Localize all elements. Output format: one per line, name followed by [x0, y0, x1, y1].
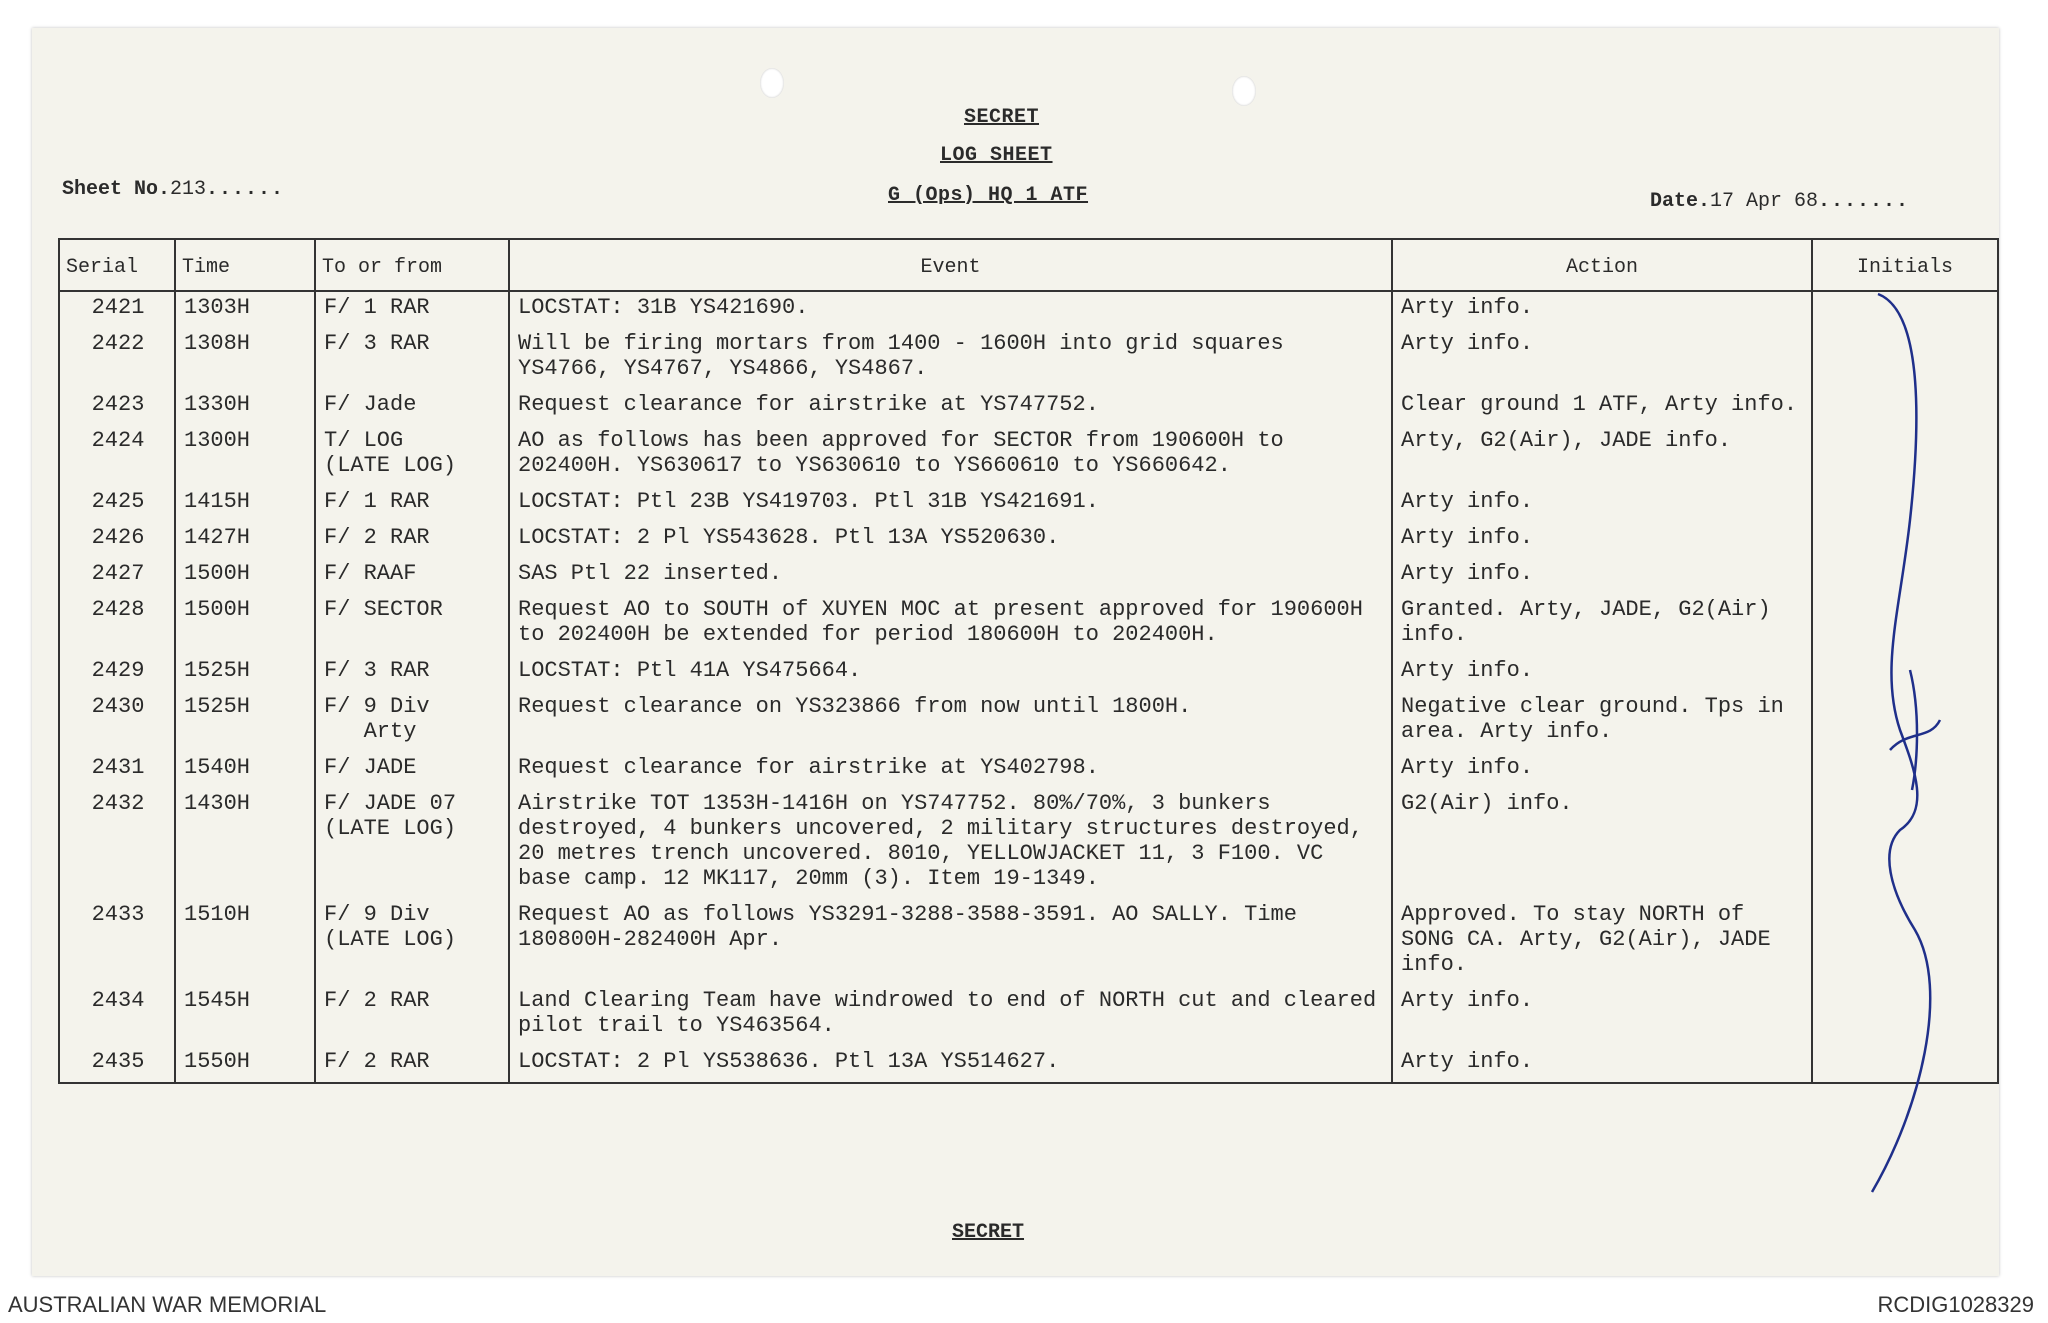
entry-action: Arty info. — [1392, 558, 1812, 594]
entry-serial: 2424 — [59, 425, 175, 486]
entry-event: SAS Ptl 22 inserted. — [509, 558, 1392, 594]
entry-to-or-from: F/ RAAF — [315, 558, 509, 594]
log-entry-row — [59, 655, 1998, 691]
log-entry-row — [59, 389, 1998, 425]
col-header-initials: Initials — [1812, 239, 1998, 291]
entry-action: Arty info. — [1392, 752, 1812, 788]
entry-event: Request clearance for airstrike at YS747752. — [509, 389, 1392, 425]
log-entry-row — [59, 558, 1998, 594]
entry-to-or-from: F/ 3 RAR — [315, 655, 509, 691]
sheet-number-label: Sheet No. — [62, 178, 171, 201]
entry-serial: 2422 — [59, 328, 175, 389]
entry-serial: 2426 — [59, 522, 175, 558]
entry-action: Arty info. — [1392, 291, 1812, 328]
entry-event: Request AO to SOUTH of XUYEN MOC at present approved for 190600H to 202400H be extended for period 180600H to 202400H. — [509, 594, 1392, 655]
entry-action: Granted. Arty, JADE, G2(Air) info. — [1392, 594, 1812, 655]
punch-hole-left — [760, 68, 784, 98]
sheet-number-value: 213 — [170, 178, 207, 201]
initials-signature-stroke — [1890, 670, 1940, 790]
entry-event: Request AO as follows YS3291-3288-3588-3591. AO SALLY. Time 180800H-282400H Apr. — [509, 899, 1392, 985]
entry-action: Arty, G2(Air), JADE info. — [1392, 425, 1812, 486]
entry-serial: 2434 — [59, 985, 175, 1046]
entry-event: LOCSTAT: Ptl 23B YS419703. Ptl 31B YS421691. — [509, 486, 1392, 522]
entry-time: 1550H — [175, 1046, 315, 1083]
handwritten-initials-bracket — [1860, 290, 1970, 1200]
log-entry-row — [59, 788, 1998, 899]
log-entry-row — [59, 328, 1998, 389]
entry-time: 1303H — [175, 291, 315, 328]
entry-action: Clear ground 1 ATF, Arty info. — [1392, 389, 1812, 425]
entry-serial: 2423 — [59, 389, 175, 425]
entry-time: 1500H — [175, 594, 315, 655]
entry-to-or-from: F/ 2 RAR — [315, 985, 509, 1046]
entry-event: Airstrike TOT 1353H-1416H on YS747752. 80%/70%, 3 bunkers destroyed, 4 bunkers uncovered, 2 military structures destroyed, 20 metres trench uncovered. 8010, YELLOWJACKET 11, 3 F100. VC base camp. 12 MK117, 20mm (3). Item 19-1349. — [509, 788, 1392, 899]
log-entry-row — [59, 594, 1998, 655]
entry-event: LOCSTAT: 2 Pl YS538636. Ptl 13A YS514627. — [509, 1046, 1392, 1083]
entry-to-or-from: F/ 9 Div (LATE LOG) — [315, 899, 509, 985]
log-table — [58, 238, 1999, 1084]
archive-institution: AUSTRALIAN WAR MEMORIAL — [8, 1292, 327, 1317]
entry-action: Arty info. — [1392, 486, 1812, 522]
log-table-header — [59, 239, 1998, 291]
entry-to-or-from: F/ JADE 07 (LATE LOG) — [315, 788, 509, 899]
log-sheet-paper — [32, 28, 1999, 1276]
entry-to-or-from: F/ SECTOR — [315, 594, 509, 655]
entry-time: 1540H — [175, 752, 315, 788]
unit-name: G (Ops) HQ 1 ATF — [888, 184, 1089, 207]
log-table-body — [59, 291, 1998, 1083]
entry-time: 1330H — [175, 389, 315, 425]
entry-action: Negative clear ground. Tps in area. Arty info. — [1392, 691, 1812, 752]
entry-to-or-from: F/ 1 RAR — [315, 486, 509, 522]
entry-time: 1415H — [175, 486, 315, 522]
entry-event: Land Clearing Team have windrowed to end of NORTH cut and cleared pilot trail to YS463564. — [509, 985, 1392, 1046]
date-label: Date. — [1650, 190, 1711, 213]
entry-action: Arty info. — [1392, 522, 1812, 558]
entry-time: 1300H — [175, 425, 315, 486]
log-entry-row — [59, 985, 1998, 1046]
entry-serial: 2433 — [59, 899, 175, 985]
sheet-number: Sheet No.213...... — [62, 178, 285, 201]
entry-to-or-from: F/ JADE — [315, 752, 509, 788]
initials-bracket-stroke — [1872, 294, 1930, 1192]
entry-time: 1510H — [175, 899, 315, 985]
entry-serial: 2428 — [59, 594, 175, 655]
log-entry-row — [59, 691, 1998, 752]
entry-to-or-from: F/ 2 RAR — [315, 1046, 509, 1083]
entry-event: Request clearance for airstrike at YS402798. — [509, 752, 1392, 788]
log-entry-row — [59, 522, 1998, 558]
log-entry-row — [59, 899, 1998, 985]
entry-time: 1308H — [175, 328, 315, 389]
entry-serial: 2432 — [59, 788, 175, 899]
log-entry-row — [59, 1046, 1998, 1083]
col-header-to-or-from: To or from — [315, 239, 509, 291]
entry-to-or-from: F/ 2 RAR — [315, 522, 509, 558]
entry-event: Will be firing mortars from 1400 - 1600H into grid squares YS4766, YS4767, YS4866, YS4867. — [509, 328, 1392, 389]
entry-time: 1500H — [175, 558, 315, 594]
col-header-time: Time — [175, 239, 315, 291]
entry-action: Arty info. — [1392, 328, 1812, 389]
entry-time: 1525H — [175, 691, 315, 752]
col-header-event: Event — [509, 239, 1392, 291]
entry-to-or-from: T/ LOG (LATE LOG) — [315, 425, 509, 486]
log-entry-row — [59, 425, 1998, 486]
entry-to-or-from: F/ 3 RAR — [315, 328, 509, 389]
entry-event: Request clearance on YS323866 from now until 1800H. — [509, 691, 1392, 752]
classification-header: SECRET — [964, 106, 1040, 129]
entry-action: G2(Air) info. — [1392, 788, 1812, 899]
entry-serial: 2430 — [59, 691, 175, 752]
entry-event: LOCSTAT: 31B YS421690. — [509, 291, 1392, 328]
entry-serial: 2431 — [59, 752, 175, 788]
entry-serial: 2429 — [59, 655, 175, 691]
entry-time: 1427H — [175, 522, 315, 558]
archive-reference: RCDIG1028329 — [1877, 1292, 2034, 1317]
entry-serial: 2421 — [59, 291, 175, 328]
log-entry-row — [59, 752, 1998, 788]
entry-event: LOCSTAT: 2 Pl YS543628. Ptl 13A YS520630. — [509, 522, 1392, 558]
entry-action: Arty info. — [1392, 1046, 1812, 1083]
punch-hole-right — [1232, 76, 1256, 106]
entry-time: 1545H — [175, 985, 315, 1046]
entry-to-or-from: F/ Jade — [315, 389, 509, 425]
entry-time: 1525H — [175, 655, 315, 691]
col-header-action: Action — [1392, 239, 1812, 291]
entry-action: Approved. To stay NORTH of SONG CA. Arty, G2(Air), JADE info. — [1392, 899, 1812, 985]
classification-footer: SECRET — [952, 1221, 1025, 1244]
entry-serial: 2427 — [59, 558, 175, 594]
date-value: 17 Apr 68 — [1710, 190, 1819, 213]
entry-serial: 2435 — [59, 1046, 175, 1083]
entry-event: LOCSTAT: Ptl 41A YS475664. — [509, 655, 1392, 691]
entry-action: Arty info. — [1392, 655, 1812, 691]
entry-action: Arty info. — [1392, 985, 1812, 1046]
entry-to-or-from: F/ 9 Div Arty — [315, 691, 509, 752]
document-title: LOG SHEET — [940, 144, 1053, 167]
log-entry-row — [59, 486, 1998, 522]
col-header-serial: Serial — [59, 239, 175, 291]
entry-event: AO as follows has been approved for SECTOR from 190600H to 202400H. YS630617 to YS630610 to YS660610 to YS660642. — [509, 425, 1392, 486]
entry-time: 1430H — [175, 788, 315, 899]
entry-serial: 2425 — [59, 486, 175, 522]
entry-to-or-from: F/ 1 RAR — [315, 291, 509, 328]
log-entry-row — [59, 291, 1998, 328]
log-date: Date.17 Apr 68....... — [1650, 190, 1910, 213]
